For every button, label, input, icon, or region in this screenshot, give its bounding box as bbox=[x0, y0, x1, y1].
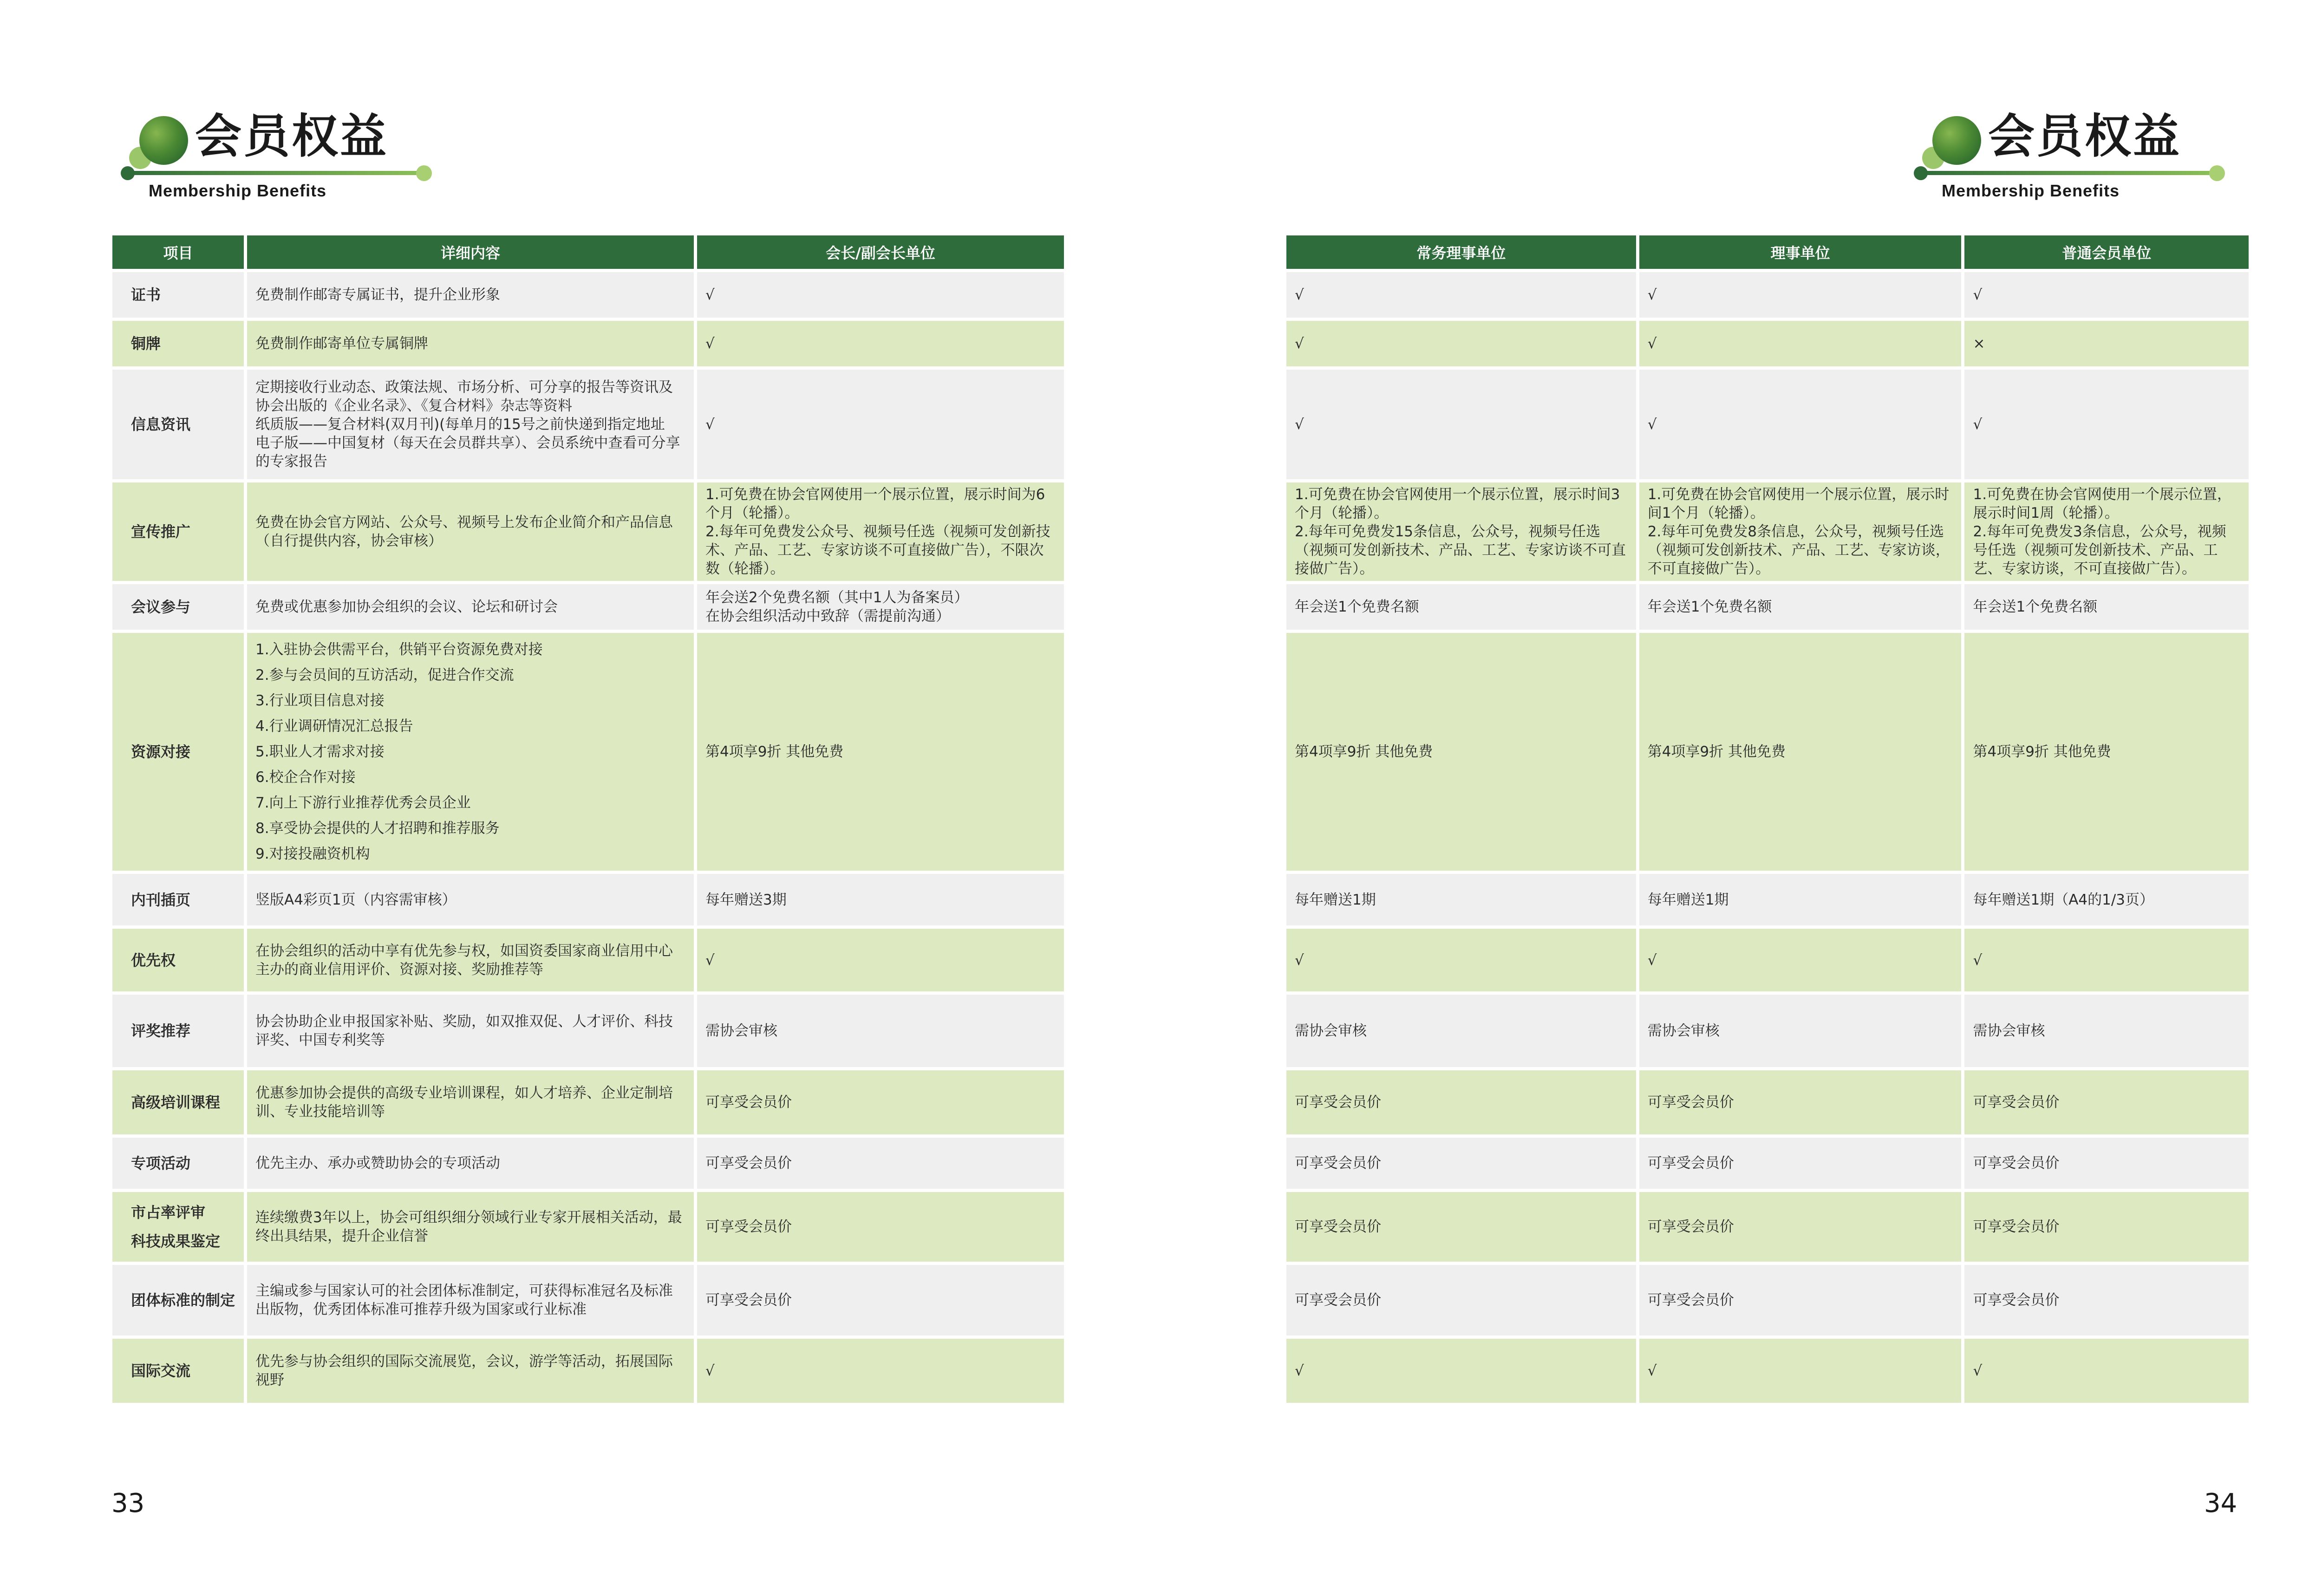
president-benefit-lines bbox=[705, 1093, 1056, 1112]
benefit-detail-line: 优先主办、承办或赞助协会的专项活动 bbox=[255, 1155, 500, 1172]
council-benefit-line: 可享受会员价 bbox=[1647, 1094, 1734, 1111]
council-benefit-line: √ bbox=[1647, 335, 1657, 352]
president-benefit-lines bbox=[705, 415, 1056, 434]
president-benefit-lines bbox=[705, 334, 1056, 353]
council-benefit bbox=[1639, 482, 1962, 581]
benefit-detail-lines bbox=[255, 1084, 685, 1121]
president-benefit bbox=[697, 1339, 1064, 1403]
benefit-detail-line: 优先参与协会组织的国际交流展览，会议，游学等活动，拓展国际视野 bbox=[255, 1353, 673, 1388]
president-benefit bbox=[697, 370, 1064, 479]
member-benefit-line: × bbox=[1973, 335, 1985, 352]
president-benefit-line: 在协会组织活动中致辞（需提前沟通） bbox=[705, 608, 950, 625]
header-line bbox=[1920, 171, 2216, 175]
member-benefit bbox=[1964, 995, 2249, 1067]
header-line bbox=[127, 171, 423, 175]
benefit-detail bbox=[247, 1339, 694, 1403]
president-benefit bbox=[697, 1192, 1064, 1262]
council-benefit-lines bbox=[1648, 1022, 1953, 1040]
decor-dot-icon bbox=[1914, 166, 1928, 180]
standing-benefit-line: 需协会审核 bbox=[1295, 1023, 1367, 1039]
benefit-detail-lines bbox=[255, 1012, 685, 1049]
table-row bbox=[112, 1339, 1064, 1403]
standing-benefit-lines bbox=[1295, 334, 1628, 353]
benefit-detail bbox=[247, 929, 694, 991]
benefit-detail bbox=[247, 1192, 694, 1262]
col-header-member: 普通会员单位 bbox=[1964, 235, 2249, 269]
table-row bbox=[112, 1192, 1064, 1262]
council-benefit-line: 年会送1个免费名额 bbox=[1647, 599, 1772, 615]
standing-benefit bbox=[1286, 1192, 1636, 1262]
standing-benefit-line: √ bbox=[1295, 416, 1304, 433]
standing-benefit-lines bbox=[1295, 598, 1628, 616]
benefit-detail-line: 免费在协会官方网站、公众号、视频号上发布企业简介和产品信息（自行提供内容，协会审核） bbox=[255, 514, 673, 549]
standing-benefit-lines bbox=[1295, 485, 1628, 578]
benefit-detail-lines bbox=[255, 1282, 685, 1319]
standing-benefit-line: √ bbox=[1295, 951, 1304, 969]
council-benefit-line: 每年赠送1期 bbox=[1647, 891, 1729, 908]
member-benefit bbox=[1964, 874, 2249, 925]
president-benefit-line: 可享受会员价 bbox=[705, 1094, 792, 1111]
council-benefit-line: 可享受会员价 bbox=[1647, 1292, 1734, 1309]
member-benefit bbox=[1964, 1192, 2249, 1262]
council-benefit-lines bbox=[1648, 951, 1953, 970]
president-benefit-line: 2.每年可免费发公众号、视频号任选（视频可发创新技术、产品、工艺、专家访谈不可直接做广告），不限次数（轮播）。 bbox=[705, 523, 1050, 577]
page-subtitle: Membership Benefits bbox=[1942, 181, 2120, 200]
benefit-detail-line: 免费制作邮寄专属证书，提升企业形象 bbox=[255, 287, 500, 303]
benefits-table-left bbox=[109, 232, 1067, 1406]
president-benefit bbox=[697, 874, 1064, 925]
member-benefit bbox=[1964, 633, 2249, 871]
president-benefit-line: 可享受会员价 bbox=[705, 1218, 792, 1235]
standing-benefit-lines bbox=[1295, 1218, 1628, 1236]
logo-circle-icon bbox=[139, 116, 188, 165]
member-benefit-lines bbox=[1973, 598, 2240, 616]
benefit-item-label: 市占率评审 科技成果鉴定 bbox=[112, 1192, 244, 1262]
standing-benefit bbox=[1286, 929, 1636, 991]
table-row bbox=[1286, 1339, 2249, 1403]
council-benefit-line: 可享受会员价 bbox=[1647, 1218, 1734, 1235]
president-benefit-lines bbox=[705, 1154, 1056, 1173]
standing-benefit bbox=[1286, 995, 1636, 1067]
president-benefit bbox=[697, 995, 1064, 1067]
benefit-item-label: 团体标准的制定 bbox=[112, 1265, 244, 1335]
table-row bbox=[1286, 584, 2249, 630]
page-title: 会员权益 bbox=[1988, 109, 2181, 163]
table-row bbox=[112, 370, 1064, 479]
standing-benefit bbox=[1286, 1070, 1636, 1134]
president-benefit-line: √ bbox=[705, 287, 715, 303]
table-row bbox=[1286, 1070, 2249, 1134]
table-row bbox=[112, 584, 1064, 630]
table-row bbox=[1286, 929, 2249, 991]
benefit-item-label: 铜牌 bbox=[112, 321, 244, 366]
president-benefit-line: √ bbox=[705, 1362, 715, 1379]
president-benefit-line: √ bbox=[705, 951, 715, 969]
president-benefit-lines bbox=[705, 588, 1056, 625]
benefit-detail-line: 4.行业调研情况汇总报告 bbox=[255, 717, 413, 735]
council-benefit-line: 需协会审核 bbox=[1647, 1023, 1720, 1039]
table-row bbox=[1286, 272, 2249, 318]
logo-circle-icon bbox=[1932, 116, 1981, 165]
benefit-detail-line: 免费或优惠参加协会组织的会议、论坛和研讨会 bbox=[255, 599, 558, 615]
benefit-detail bbox=[247, 584, 694, 630]
council-benefit bbox=[1639, 1070, 1962, 1134]
member-benefit-line: 1.可免费在协会官网使用一个展示位置，展示时间1周（轮播）。 bbox=[1973, 486, 2232, 521]
member-benefit-lines bbox=[1973, 1218, 2240, 1236]
president-benefit bbox=[697, 1070, 1064, 1134]
benefit-detail bbox=[247, 995, 694, 1067]
president-benefit-line: 可享受会员价 bbox=[705, 1155, 792, 1172]
president-benefit-lines bbox=[705, 891, 1056, 909]
standing-benefit-lines bbox=[1295, 891, 1628, 909]
benefit-detail-line: 9.对接投融资机构 bbox=[255, 845, 370, 862]
benefit-detail bbox=[247, 1070, 694, 1134]
table-row bbox=[1286, 1138, 2249, 1189]
president-benefit-lines bbox=[705, 485, 1056, 578]
standing-benefit bbox=[1286, 633, 1636, 871]
benefit-item-label: 高级培训课程 bbox=[112, 1070, 244, 1134]
president-benefit-lines bbox=[705, 1361, 1056, 1380]
page-number: 33 bbox=[111, 1488, 145, 1518]
benefit-detail-line: 6.校企合作对接 bbox=[255, 769, 356, 786]
member-benefit-lines bbox=[1973, 1093, 2240, 1112]
benefit-detail-lines bbox=[255, 334, 685, 353]
table-row bbox=[112, 1265, 1064, 1335]
standing-benefit-line: 每年赠送1期 bbox=[1295, 891, 1376, 908]
table-row bbox=[112, 929, 1064, 991]
standing-benefit-lines bbox=[1295, 1291, 1628, 1309]
member-benefit bbox=[1964, 482, 2249, 581]
col-header-detail: 详细内容 bbox=[247, 235, 694, 269]
council-benefit bbox=[1639, 1339, 1962, 1403]
president-benefit-line: 1.可免费在协会官网使用一个展示位置，展示时间为6个月（轮播）。 bbox=[705, 486, 1045, 521]
table-row bbox=[1286, 482, 2249, 581]
benefit-detail-line: 优惠参加协会提供的高级专业培训课程，如人才培养、企业定制培训、专业技能培训等 bbox=[255, 1085, 673, 1120]
member-benefit-lines bbox=[1973, 1154, 2240, 1173]
benefit-detail-lines bbox=[255, 1352, 685, 1389]
council-benefit-line: 第4项享9折 其他免费 bbox=[1647, 743, 1786, 760]
benefit-detail-lines bbox=[255, 942, 685, 979]
benefit-detail-line: 7.向上下游行业推荐优秀会员企业 bbox=[255, 794, 471, 811]
table-row bbox=[112, 874, 1064, 925]
benefit-item-label: 优先权 bbox=[112, 929, 244, 991]
benefit-detail bbox=[247, 874, 694, 925]
table-row bbox=[112, 995, 1064, 1067]
benefit-item-label: 国际交流 bbox=[112, 1339, 244, 1403]
benefit-item-label: 信息资讯 bbox=[112, 370, 244, 479]
member-benefit-line: 可享受会员价 bbox=[1973, 1292, 2060, 1309]
member-benefit-line: 需协会审核 bbox=[1973, 1023, 2045, 1039]
benefit-detail-lines bbox=[255, 598, 685, 616]
benefit-detail-line: 连续缴费3年以上，协会可组织细分领域行业专家开展相关活动，最终出具结果，提升企业信誉 bbox=[255, 1209, 682, 1244]
decor-dot-icon bbox=[2209, 165, 2225, 181]
benefit-detail-lines bbox=[255, 637, 685, 867]
benefit-detail-line: 竖版A4彩页1页（内容需审核） bbox=[255, 891, 457, 908]
benefit-detail-line: 纸质版——复合材料(双月刊)(每单月的15号之前快递到指定地址 bbox=[255, 416, 665, 433]
council-benefit-line: √ bbox=[1647, 1362, 1657, 1379]
member-benefit-lines bbox=[1973, 891, 2240, 909]
council-benefit bbox=[1639, 929, 1962, 991]
standing-benefit bbox=[1286, 584, 1636, 630]
president-benefit-line: 每年赠送3期 bbox=[705, 891, 787, 908]
table-row bbox=[1286, 1192, 2249, 1262]
standing-benefit-lines bbox=[1295, 1154, 1628, 1173]
member-benefit-lines bbox=[1973, 1291, 2240, 1309]
council-benefit-lines bbox=[1648, 334, 1953, 353]
benefit-detail-lines bbox=[255, 378, 685, 471]
col-header-standing: 常务理事单位 bbox=[1286, 235, 1636, 269]
benefit-detail bbox=[247, 1265, 694, 1335]
member-benefit bbox=[1964, 1339, 2249, 1403]
standing-benefit-line: 可享受会员价 bbox=[1295, 1218, 1381, 1235]
member-benefit-line: 可享受会员价 bbox=[1973, 1155, 2060, 1172]
benefit-detail-line: 在协会组织的活动中享有优先参与权，如国资委国家商业信用中心主办的商业信用评价、资源对接、奖励推荐等 bbox=[255, 942, 673, 978]
right-page bbox=[1168, 0, 2322, 1596]
benefit-detail-line: 协会协助企业申报国家补贴、奖励，如双推双促、人才评价、科技评奖、中国专利奖等 bbox=[255, 1013, 673, 1049]
member-benefit-line: 第4项享9折 其他免费 bbox=[1973, 743, 2111, 760]
president-benefit bbox=[697, 929, 1064, 991]
standing-benefit bbox=[1286, 272, 1636, 318]
member-benefit-line: 可享受会员价 bbox=[1973, 1218, 2060, 1235]
table-row bbox=[1286, 633, 2249, 871]
standing-benefit bbox=[1286, 1138, 1636, 1189]
president-benefit bbox=[697, 482, 1064, 581]
member-benefit-lines bbox=[1973, 1361, 2240, 1380]
standing-benefit-line: 第4项享9折 其他免费 bbox=[1295, 743, 1433, 760]
member-benefit-lines bbox=[1973, 1022, 2240, 1040]
council-benefit-line: √ bbox=[1647, 287, 1657, 303]
member-benefit-lines bbox=[1973, 334, 2240, 353]
council-benefit bbox=[1639, 1192, 1962, 1262]
council-benefit-lines bbox=[1648, 1154, 1953, 1173]
council-benefit-lines bbox=[1648, 1093, 1953, 1112]
council-benefit bbox=[1639, 584, 1962, 630]
standing-benefit bbox=[1286, 482, 1636, 581]
page-subtitle: Membership Benefits bbox=[149, 181, 327, 200]
standing-benefit-lines bbox=[1295, 1361, 1628, 1380]
member-benefit-line: √ bbox=[1973, 1362, 1983, 1379]
member-benefit-line: 每年赠送1期（A4的1/3页） bbox=[1973, 891, 2154, 908]
benefit-detail-line: 3.行业项目信息对接 bbox=[255, 692, 385, 709]
standing-benefit-line: 可享受会员价 bbox=[1295, 1292, 1381, 1309]
council-benefit-lines bbox=[1648, 1361, 1953, 1380]
member-benefit bbox=[1964, 929, 2249, 991]
member-benefit-line: √ bbox=[1973, 287, 1983, 303]
council-benefit-line: 可享受会员价 bbox=[1647, 1155, 1734, 1172]
standing-benefit-lines bbox=[1295, 743, 1628, 761]
standing-benefit-lines bbox=[1295, 1093, 1628, 1112]
president-benefit-lines bbox=[705, 1291, 1056, 1309]
member-benefit bbox=[1964, 1265, 2249, 1335]
benefit-detail bbox=[247, 272, 694, 318]
president-benefit-line: √ bbox=[705, 416, 715, 433]
table-row bbox=[112, 321, 1064, 366]
president-benefit-line: √ bbox=[705, 335, 715, 352]
table-row bbox=[1286, 370, 2249, 479]
benefit-detail-lines bbox=[255, 513, 685, 550]
member-benefit bbox=[1964, 272, 2249, 318]
benefit-detail-line: 免费制作邮寄单位专属铜牌 bbox=[255, 335, 428, 352]
member-benefit-lines bbox=[1973, 743, 2240, 761]
council-benefit-line: √ bbox=[1647, 951, 1657, 969]
council-benefit-lines bbox=[1648, 286, 1953, 304]
member-benefit bbox=[1964, 321, 2249, 366]
council-benefit-lines bbox=[1648, 1218, 1953, 1236]
member-benefit-lines bbox=[1973, 951, 2240, 970]
council-benefit-lines bbox=[1648, 485, 1953, 578]
page-title: 会员权益 bbox=[195, 109, 388, 163]
benefit-detail bbox=[247, 482, 694, 581]
president-benefit bbox=[697, 633, 1064, 871]
benefit-detail-line: 8.享受协会提供的人才招聘和推荐服务 bbox=[255, 820, 500, 837]
benefit-item-label: 会议参与 bbox=[112, 584, 244, 630]
standing-benefit bbox=[1286, 321, 1636, 366]
council-benefit bbox=[1639, 370, 1962, 479]
standing-benefit-line: 1.可免费在协会官网使用一个展示位置，展示时间3个月（轮播）。 bbox=[1295, 486, 1620, 521]
member-benefit-line: 2.每年可免费发3条信息，公众号，视频号任选（视频可发创新技术、产品、工艺、专家访谈，不可直接做广告）。 bbox=[1973, 523, 2226, 577]
president-benefit-lines bbox=[705, 951, 1056, 970]
benefit-detail bbox=[247, 321, 694, 366]
council-benefit-lines bbox=[1648, 1291, 1953, 1309]
benefit-detail-line: 主编或参与国家认可的社会团体标准制定，可获得标准冠名及标准出版物，优秀团体标准可推荐升级为国家或行业标准 bbox=[255, 1283, 673, 1318]
standing-benefit-line: 可享受会员价 bbox=[1295, 1155, 1381, 1172]
benefit-detail-lines bbox=[255, 1154, 685, 1173]
page-number: 34 bbox=[2204, 1488, 2237, 1518]
standing-benefit bbox=[1286, 370, 1636, 479]
benefit-item-label: 证书 bbox=[112, 272, 244, 318]
council-benefit bbox=[1639, 321, 1962, 366]
member-benefit-line: √ bbox=[1973, 416, 1983, 433]
standing-benefit-line: √ bbox=[1295, 335, 1304, 352]
council-benefit-line: 1.可免费在协会官网使用一个展示位置，展示时间1个月（轮播）。 bbox=[1647, 486, 1950, 521]
council-benefit bbox=[1639, 272, 1962, 318]
benefit-item-label: 专项活动 bbox=[112, 1138, 244, 1189]
member-benefit bbox=[1964, 370, 2249, 479]
table-row bbox=[112, 272, 1064, 318]
benefit-item-label: 资源对接 bbox=[112, 633, 244, 871]
standing-benefit-lines bbox=[1295, 415, 1628, 434]
council-benefit bbox=[1639, 1265, 1962, 1335]
president-benefit-lines bbox=[705, 1022, 1056, 1040]
council-benefit-line: √ bbox=[1647, 416, 1657, 433]
council-benefit-line: 2.每年可免费发8条信息，公众号，视频号任选（视频可发创新技术、产品、工艺、专家访谈，不可直接做广告）。 bbox=[1647, 523, 1950, 577]
member-benefit-lines bbox=[1973, 286, 2240, 304]
council-benefit-lines bbox=[1648, 415, 1953, 434]
benefit-detail bbox=[247, 633, 694, 871]
standing-benefit-lines bbox=[1295, 286, 1628, 304]
benefit-detail-lines bbox=[255, 286, 685, 304]
member-benefit-line: 可享受会员价 bbox=[1973, 1094, 2060, 1111]
council-benefit-lines bbox=[1648, 743, 1953, 761]
member-benefit bbox=[1964, 584, 2249, 630]
table-row bbox=[112, 633, 1064, 871]
standing-benefit bbox=[1286, 1339, 1636, 1403]
president-benefit-line: 第4项享9折 其他免费 bbox=[705, 743, 844, 760]
president-benefit bbox=[697, 272, 1064, 318]
standing-benefit-lines bbox=[1295, 951, 1628, 970]
member-benefit bbox=[1964, 1070, 2249, 1134]
standing-benefit-lines bbox=[1295, 1022, 1628, 1040]
benefit-detail-lines bbox=[255, 891, 685, 909]
council-benefit bbox=[1639, 633, 1962, 871]
standing-benefit-line: √ bbox=[1295, 1362, 1304, 1379]
benefit-detail-lines bbox=[255, 1208, 685, 1245]
standing-benefit-line: √ bbox=[1295, 287, 1304, 303]
benefit-item-label: 内刊插页 bbox=[112, 874, 244, 925]
president-benefit-lines bbox=[705, 286, 1056, 304]
benefit-detail-line: 5.职业人才需求对接 bbox=[255, 743, 385, 760]
benefits-table-right bbox=[1283, 232, 2252, 1406]
president-benefit-line: 需协会审核 bbox=[705, 1023, 777, 1039]
member-benefit-line: 年会送1个免费名额 bbox=[1973, 599, 2098, 615]
benefit-detail bbox=[247, 370, 694, 479]
council-benefit bbox=[1639, 1138, 1962, 1189]
table-row bbox=[1286, 874, 2249, 925]
section-header bbox=[1905, 98, 2230, 200]
benefit-detail-line: 电子版——中国复材（每天在会员群共享）、会员系统中查看可分享的专家报告 bbox=[255, 435, 680, 470]
council-benefit bbox=[1639, 874, 1962, 925]
standing-benefit-line: 年会送1个免费名额 bbox=[1295, 599, 1419, 615]
benefit-detail-line: 2.参与会员间的互访活动，促进合作交流 bbox=[255, 666, 514, 684]
president-benefit-lines bbox=[705, 1218, 1056, 1236]
president-benefit-line: 可享受会员价 bbox=[705, 1292, 792, 1309]
standing-benefit bbox=[1286, 1265, 1636, 1335]
member-benefit-lines bbox=[1973, 485, 2240, 578]
benefit-item-label: 宣传推广 bbox=[112, 482, 244, 581]
council-benefit-lines bbox=[1648, 598, 1953, 616]
president-benefit bbox=[697, 1265, 1064, 1335]
president-benefit bbox=[697, 584, 1064, 630]
president-benefit bbox=[697, 321, 1064, 366]
benefit-detail-line: 定期接收行业动态、政策法规、市场分析、可分享的报告等资讯及协会出版的《企业名录》、《复合材料》杂志等资料 bbox=[255, 379, 673, 414]
benefit-item-label: 评奖推荐 bbox=[112, 995, 244, 1067]
member-benefit bbox=[1964, 1138, 2249, 1189]
col-header-council: 理事单位 bbox=[1639, 235, 1962, 269]
president-benefit-line: 年会送2个免费名额（其中1人为备案员） bbox=[705, 589, 969, 606]
president-benefit bbox=[697, 1138, 1064, 1189]
table-row bbox=[1286, 995, 2249, 1067]
table-row bbox=[112, 1070, 1064, 1134]
decor-dot-icon bbox=[121, 166, 135, 180]
standing-benefit-line: 可享受会员价 bbox=[1295, 1094, 1381, 1111]
benefit-detail-line: 1.入驻协会供需平台，供销平台资源免费对接 bbox=[255, 641, 543, 658]
table-row bbox=[1286, 1265, 2249, 1335]
col-header-item: 项目 bbox=[112, 235, 244, 269]
council-benefit bbox=[1639, 995, 1962, 1067]
member-benefit-lines bbox=[1973, 415, 2240, 434]
council-benefit-lines bbox=[1648, 891, 1953, 909]
standing-benefit bbox=[1286, 874, 1636, 925]
standing-benefit-line: 2.每年可免费发15条信息，公众号，视频号任选（视频可发创新技术、产品、工艺、专家访谈不可直接做广告）。 bbox=[1295, 523, 1626, 577]
table-row bbox=[112, 482, 1064, 581]
section-header bbox=[111, 98, 437, 200]
member-benefit-line: √ bbox=[1973, 951, 1983, 969]
decor-dot-icon bbox=[416, 165, 432, 181]
president-benefit-lines bbox=[705, 743, 1056, 761]
col-header-president: 会长/副会长单位 bbox=[697, 235, 1064, 269]
benefit-detail bbox=[247, 1138, 694, 1189]
table-row bbox=[112, 1138, 1064, 1189]
table-row bbox=[1286, 321, 2249, 366]
